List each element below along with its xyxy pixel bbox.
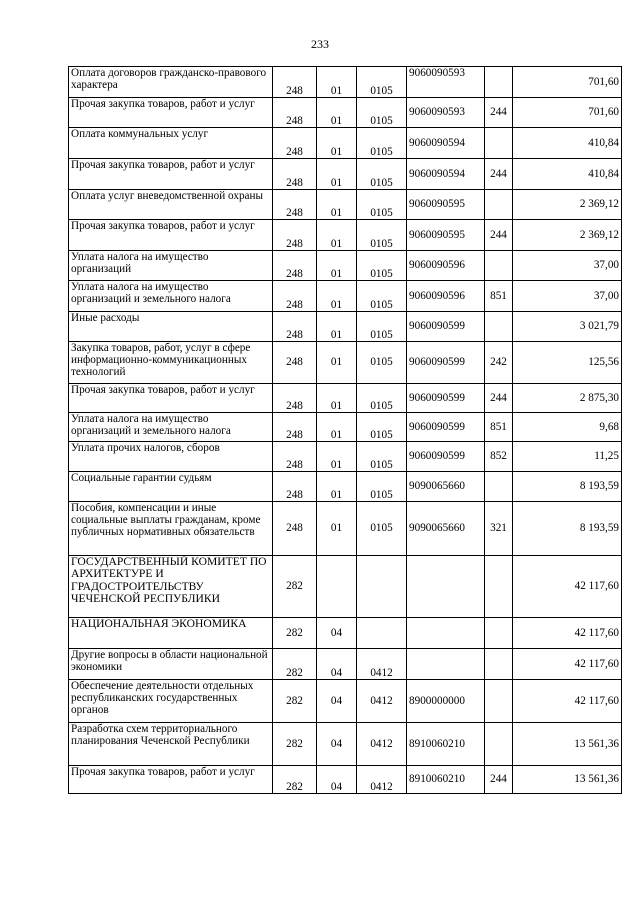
row-rz: 01 [317,342,357,384]
row-rz: 04 [317,618,357,649]
row-sum: 13 561,36 [513,766,622,794]
row-sum: 410,84 [513,159,622,190]
row-gr: 282 [273,649,317,680]
row-rz: 01 [317,190,357,220]
row-pr: 0105 [357,342,407,384]
row-vr [485,312,513,342]
row-pr: 0105 [357,67,407,98]
row-sum: 701,60 [513,98,622,128]
row-pr: 0105 [357,472,407,502]
row-vr [485,618,513,649]
table-row [69,413,622,442]
row-vr [485,67,513,98]
row-vr [485,723,513,766]
row-csr: 9060090593 [407,67,485,98]
row-vr: 242 [485,342,513,384]
row-gr: 248 [273,442,317,472]
row-name: Оплата коммунальных услуг [69,128,273,159]
row-csr: 9060090596 [407,251,485,281]
row-rz: 01 [317,472,357,502]
table-row [69,251,622,281]
row-pr: 0105 [357,502,407,556]
row-name: Разработка схем территориального планирования Чеченской Республики [69,723,273,766]
row-sum: 8 193,59 [513,502,622,556]
row-gr: 282 [273,618,317,649]
row-rz: 01 [317,98,357,128]
table-row [69,680,622,723]
row-rz: 04 [317,680,357,723]
row-csr: 8910060210 [407,723,485,766]
row-pr: 0412 [357,649,407,680]
row-csr: 9060090594 [407,128,485,159]
row-vr [485,472,513,502]
row-pr: 0105 [357,442,407,472]
row-name: ГОСУДАРСТВЕННЫЙ КОМИТЕТ ПО АРХИТЕКТУРЕ И ГРАДОСТРОИТЕЛЬСТВУ ЧЕЧЕНСКОЙ РЕСПУБЛИКИ [69,556,273,618]
row-pr: 0105 [357,413,407,442]
row-rz: 01 [317,312,357,342]
row-pr: 0105 [357,98,407,128]
table-row [69,556,622,618]
row-name: Обеспечение деятельности отдельных республиканских государственных органов [69,680,273,723]
table-row [69,342,622,384]
row-csr [407,556,485,618]
row-rz: 04 [317,766,357,794]
row-pr: 0412 [357,680,407,723]
table-row [69,618,622,649]
row-sum: 42 117,60 [513,680,622,723]
table-row [69,98,622,128]
row-vr [485,251,513,281]
row-pr: 0105 [357,128,407,159]
row-sum: 701,60 [513,67,622,98]
row-csr: 9060090594 [407,159,485,190]
row-sum: 13 561,36 [513,723,622,766]
row-rz: 01 [317,413,357,442]
row-name: Прочая закупка товаров, работ и услуг [69,766,273,794]
row-rz: 01 [317,384,357,413]
table-row [69,67,622,98]
row-rz: 01 [317,442,357,472]
table-row [69,502,622,556]
row-pr: 0105 [357,384,407,413]
row-csr: 8910060210 [407,766,485,794]
row-rz [317,556,357,618]
row-name: Оплата услуг вневедомственной охраны [69,190,273,220]
row-name: Другие вопросы в области национальной экономики [69,649,273,680]
row-name: Закупка товаров, работ, услуг в сфере информационно-коммуникационных технологий [69,342,273,384]
row-name: Социальные гарантии судьям [69,472,273,502]
row-gr: 248 [273,128,317,159]
row-vr [485,128,513,159]
row-rz: 01 [317,281,357,312]
row-vr: 244 [485,384,513,413]
row-csr: 9090065660 [407,502,485,556]
table-row [69,220,622,251]
row-csr [407,618,485,649]
row-rz: 01 [317,128,357,159]
row-gr: 282 [273,556,317,618]
row-csr [407,649,485,680]
row-csr: 9060090599 [407,442,485,472]
row-csr: 9060090595 [407,190,485,220]
row-name: Прочая закупка товаров, работ и услуг [69,98,273,128]
row-sum: 37,00 [513,251,622,281]
row-sum: 37,00 [513,281,622,312]
table-row [69,442,622,472]
row-sum: 2 369,12 [513,220,622,251]
row-pr: 0105 [357,159,407,190]
row-vr [485,556,513,618]
row-sum: 42 117,60 [513,649,622,680]
row-pr: 0412 [357,766,407,794]
row-csr: 9060090599 [407,384,485,413]
row-name: Иные расходы [69,312,273,342]
row-rz: 04 [317,649,357,680]
row-rz: 04 [317,723,357,766]
row-sum: 2 875,30 [513,384,622,413]
row-sum: 11,25 [513,442,622,472]
row-csr: 9090065660 [407,472,485,502]
row-vr: 244 [485,766,513,794]
row-pr [357,618,407,649]
row-csr: 9060090599 [407,312,485,342]
table-row [69,472,622,502]
row-vr [485,190,513,220]
row-rz: 01 [317,502,357,556]
row-gr: 282 [273,723,317,766]
row-gr: 282 [273,766,317,794]
row-gr: 248 [273,384,317,413]
row-sum: 42 117,60 [513,618,622,649]
row-gr: 248 [273,220,317,251]
row-gr: 248 [273,159,317,190]
row-gr: 282 [273,680,317,723]
row-rz: 01 [317,67,357,98]
row-name: Уплата прочих налогов, сборов [69,442,273,472]
row-vr: 851 [485,413,513,442]
row-sum: 410,84 [513,128,622,159]
table-row [69,723,622,766]
row-csr: 9060090599 [407,342,485,384]
row-pr: 0105 [357,220,407,251]
row-name: Уплата налога на имущество организаций и земельного налога [69,413,273,442]
row-vr [485,649,513,680]
row-gr: 248 [273,281,317,312]
row-pr: 0105 [357,190,407,220]
table-row [69,766,622,794]
row-name: Прочая закупка товаров, работ и услуг [69,159,273,190]
row-gr: 248 [273,502,317,556]
row-vr: 851 [485,281,513,312]
page-number: 233 [311,37,329,51]
row-rz: 01 [317,159,357,190]
row-vr [485,680,513,723]
row-vr: 244 [485,159,513,190]
row-pr: 0105 [357,312,407,342]
row-pr: 0412 [357,723,407,766]
row-vr: 321 [485,502,513,556]
row-name: Уплата налога на имущество организаций и земельного налога [69,281,273,312]
row-name: Прочая закупка товаров, работ и услуг [69,384,273,413]
row-csr: 9060090596 [407,281,485,312]
row-csr: 9060090593 [407,98,485,128]
row-gr: 248 [273,413,317,442]
row-vr: 244 [485,98,513,128]
table-row [69,159,622,190]
row-pr: 0105 [357,281,407,312]
row-rz: 01 [317,220,357,251]
row-gr: 248 [273,98,317,128]
row-gr: 248 [273,67,317,98]
row-sum: 9,68 [513,413,622,442]
table-row [69,281,622,312]
row-csr: 9060090595 [407,220,485,251]
table-row [69,384,622,413]
row-sum: 125,56 [513,342,622,384]
table-row [69,312,622,342]
row-name: Уплата налога на имущество организаций [69,251,273,281]
row-rz: 01 [317,251,357,281]
row-csr: 9060090599 [407,413,485,442]
row-pr: 0105 [357,251,407,281]
row-gr: 248 [273,190,317,220]
row-sum: 8 193,59 [513,472,622,502]
budget-table [68,66,622,794]
row-csr: 8900000000 [407,680,485,723]
row-vr: 244 [485,220,513,251]
table-row [69,128,622,159]
table-row [69,190,622,220]
row-gr: 248 [273,472,317,502]
row-name: НАЦИОНАЛЬНАЯ ЭКОНОМИКА [69,618,273,649]
row-sum: 3 021,79 [513,312,622,342]
row-gr: 248 [273,251,317,281]
row-name: Прочая закупка товаров, работ и услуг [69,220,273,251]
row-sum: 2 369,12 [513,190,622,220]
row-name: Оплата договоров гражданско-правового характера [69,67,273,98]
table-row [69,649,622,680]
row-gr: 248 [273,312,317,342]
row-gr: 248 [273,342,317,384]
row-name: Пособия, компенсации и иные социальные выплаты гражданам, кроме публичных нормативных обязательств [69,502,273,556]
row-pr [357,556,407,618]
row-vr: 852 [485,442,513,472]
row-sum: 42 117,60 [513,556,622,618]
